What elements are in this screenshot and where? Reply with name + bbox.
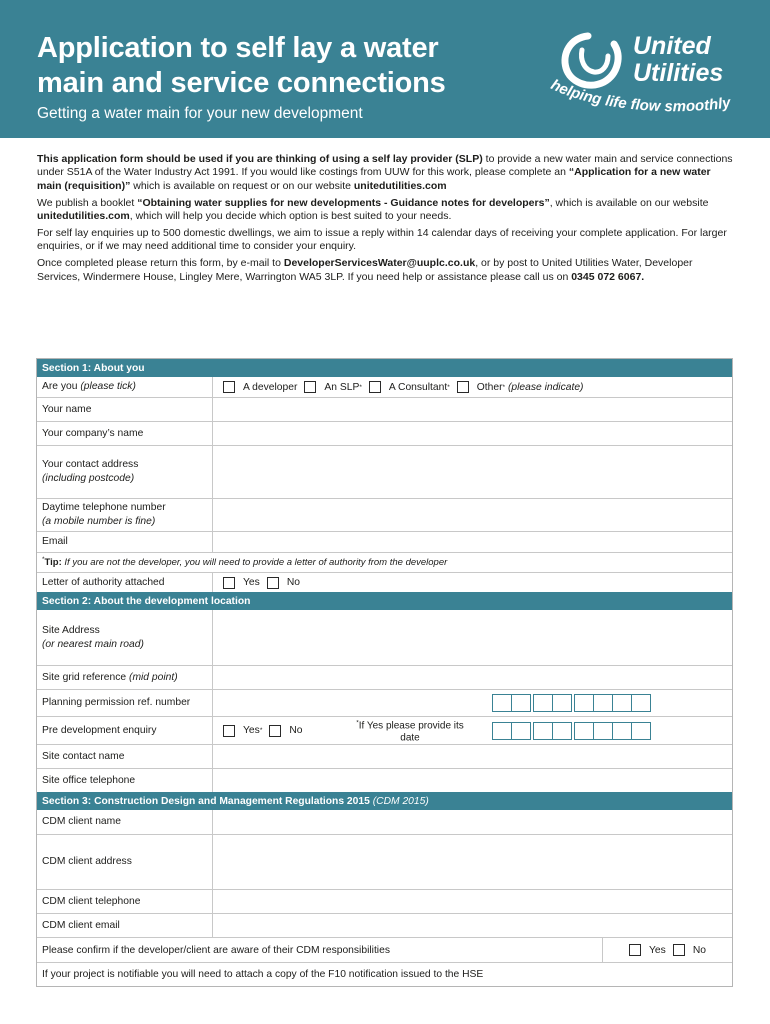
your-name-field[interactable] [212, 398, 732, 421]
intro-paragraph-1: This application form should be used if you are thinking of using a self lay provider (SLP) to provide a new water main and service connections under S51A of the Water Industry Act 1991. If you would like costings from UUW for this work, please complete an “Application for a new water main (requisition)” which is available on request or on our website unitedutilities.com [37, 153, 733, 192]
cdm-client-phone-row: CDM client telephone [37, 889, 732, 913]
email-row: Email [37, 531, 732, 552]
are-you-row: Are you (please tick) A developer An SLP * A Consultant * Other * (please indicate) [37, 377, 732, 397]
application-form [36, 358, 733, 987]
site-contact-row: Site contact name [37, 744, 732, 768]
cdm-client-name-field[interactable] [212, 810, 732, 834]
pre-dev-yes-option[interactable]: Yes * [223, 725, 262, 737]
page-title: Application to self lay a water main and service connections [37, 32, 446, 99]
cdm-client-email-row: CDM client email [37, 913, 732, 937]
cdm-client-email-field[interactable] [212, 914, 732, 937]
cdm-client-phone-field[interactable] [212, 890, 732, 913]
logo-tagline: helping life flow smoothly [548, 76, 732, 116]
pre-dev-date-boxes[interactable] [490, 722, 650, 740]
site-phone-row: Site office telephone [37, 768, 732, 792]
grid-reference-row: Site grid reference (mid point) [37, 665, 732, 689]
section-3-header: Section 3: Construction Design and Management Regulations 2015 (CDM 2015) [37, 792, 732, 810]
header-banner [0, 0, 770, 138]
letter-yes-option[interactable]: Yes [223, 577, 260, 589]
option-other[interactable]: Other * (please indicate) [457, 381, 584, 393]
logo-word-utilities: Utilities [633, 59, 724, 87]
your-name-row: Your name [37, 397, 732, 421]
pre-dev-date-note: *If Yes please provide its date [356, 718, 464, 744]
page-subtitle: Getting a water main for your new development [37, 105, 363, 122]
option-slp[interactable]: An SLP * [304, 381, 361, 393]
contact-address-field[interactable] [212, 446, 732, 498]
pre-dev-no-option[interactable]: No [269, 725, 302, 737]
cdm-yes-option[interactable]: Yes [629, 944, 666, 956]
cdm-client-address-field[interactable] [212, 835, 732, 889]
letter-no-option[interactable]: No [267, 577, 300, 589]
site-address-field[interactable] [212, 610, 732, 665]
consultant-checkbox[interactable] [369, 381, 381, 393]
pre-development-row: Pre development enquiry Yes * No *If Yes please provide its date [37, 716, 732, 744]
company-name-field[interactable] [212, 422, 732, 445]
developer-checkbox[interactable] [223, 381, 235, 393]
intro-paragraph-3: For self lay enquiries up to 500 domestic dwellings, we aim to issue a reply within 14 calendar days of receiving your complete application. For larger enquiries, or if we may need additional time to consider your enquiry. [37, 227, 727, 253]
letter-yes-checkbox[interactable] [223, 577, 235, 589]
planning-ref-boxes[interactable] [490, 694, 650, 712]
section-2-header: Section 2: About the development location [37, 592, 732, 610]
site-address-row: Site Address (or nearest main road) [37, 610, 732, 665]
intro-text [37, 153, 737, 288]
intro-paragraph-2: We publish a booklet “Obtaining water supplies for new developments - Guidance notes for developers”, which is available on our website unitedutilities.com, which will help you decide which option is best suited to your needs. [37, 196, 709, 223]
intro-paragraph-4: Once completed please return this form, by e-mail to DeveloperServicesWater@uuplc.co.uk, or by post to United Utilities Water, Developer Services, Windermere House, Lingley Mere, Warrington WA5 3LP. If you need help or assistance please call us on 0345 072 6067. [37, 257, 693, 283]
grid-reference-field[interactable] [212, 666, 732, 689]
daytime-phone-row: Daytime telephone number (a mobile number is fine) [37, 498, 732, 531]
daytime-phone-field[interactable] [212, 499, 732, 531]
cdm-no-checkbox[interactable] [673, 944, 685, 956]
cdm-no-option[interactable]: No [673, 944, 706, 956]
slp-checkbox[interactable] [304, 381, 316, 393]
tip-row: *Tip: If you are not the developer, you will need to provide a letter of authority from the developer [37, 552, 732, 572]
notifiable-note-row: If your project is notifiable you will need to attach a copy of the F10 notification issued to the HSE [37, 962, 732, 986]
section-1-header: Section 1: About you [37, 359, 732, 377]
contact-address-row: Your contact address (including postcode) [37, 445, 732, 498]
letter-of-authority-row: Letter of authority attached Yes No [37, 572, 732, 592]
planning-ref-field[interactable] [212, 690, 732, 716]
company-name-row: Your company’s name [37, 421, 732, 445]
email-field[interactable] [212, 532, 732, 552]
cdm-confirm-row: Please confirm if the developer/client are aware of their CDM responsibilities Yes No [37, 937, 732, 962]
pre-dev-yes-checkbox[interactable] [223, 725, 235, 737]
other-checkbox[interactable] [457, 381, 469, 393]
united-utilities-logo [548, 30, 748, 130]
cdm-client-address-row: CDM client address [37, 834, 732, 889]
cdm-client-name-row: CDM client name [37, 810, 732, 834]
cdm-yes-checkbox[interactable] [629, 944, 641, 956]
phone-number: 0345 072 6067. [571, 270, 645, 283]
option-developer[interactable]: A developer [223, 381, 297, 393]
planning-ref-row: Planning permission ref. number [37, 689, 732, 716]
email-link[interactable]: DeveloperServicesWater@uuplc.co.uk [283, 257, 476, 270]
site-contact-field[interactable] [212, 745, 732, 768]
letter-no-checkbox[interactable] [267, 577, 279, 589]
pre-dev-no-checkbox[interactable] [269, 725, 281, 737]
logo-word-united: United [633, 32, 711, 60]
option-consultant[interactable]: A Consultant * [369, 381, 450, 393]
site-phone-field[interactable] [212, 769, 732, 792]
